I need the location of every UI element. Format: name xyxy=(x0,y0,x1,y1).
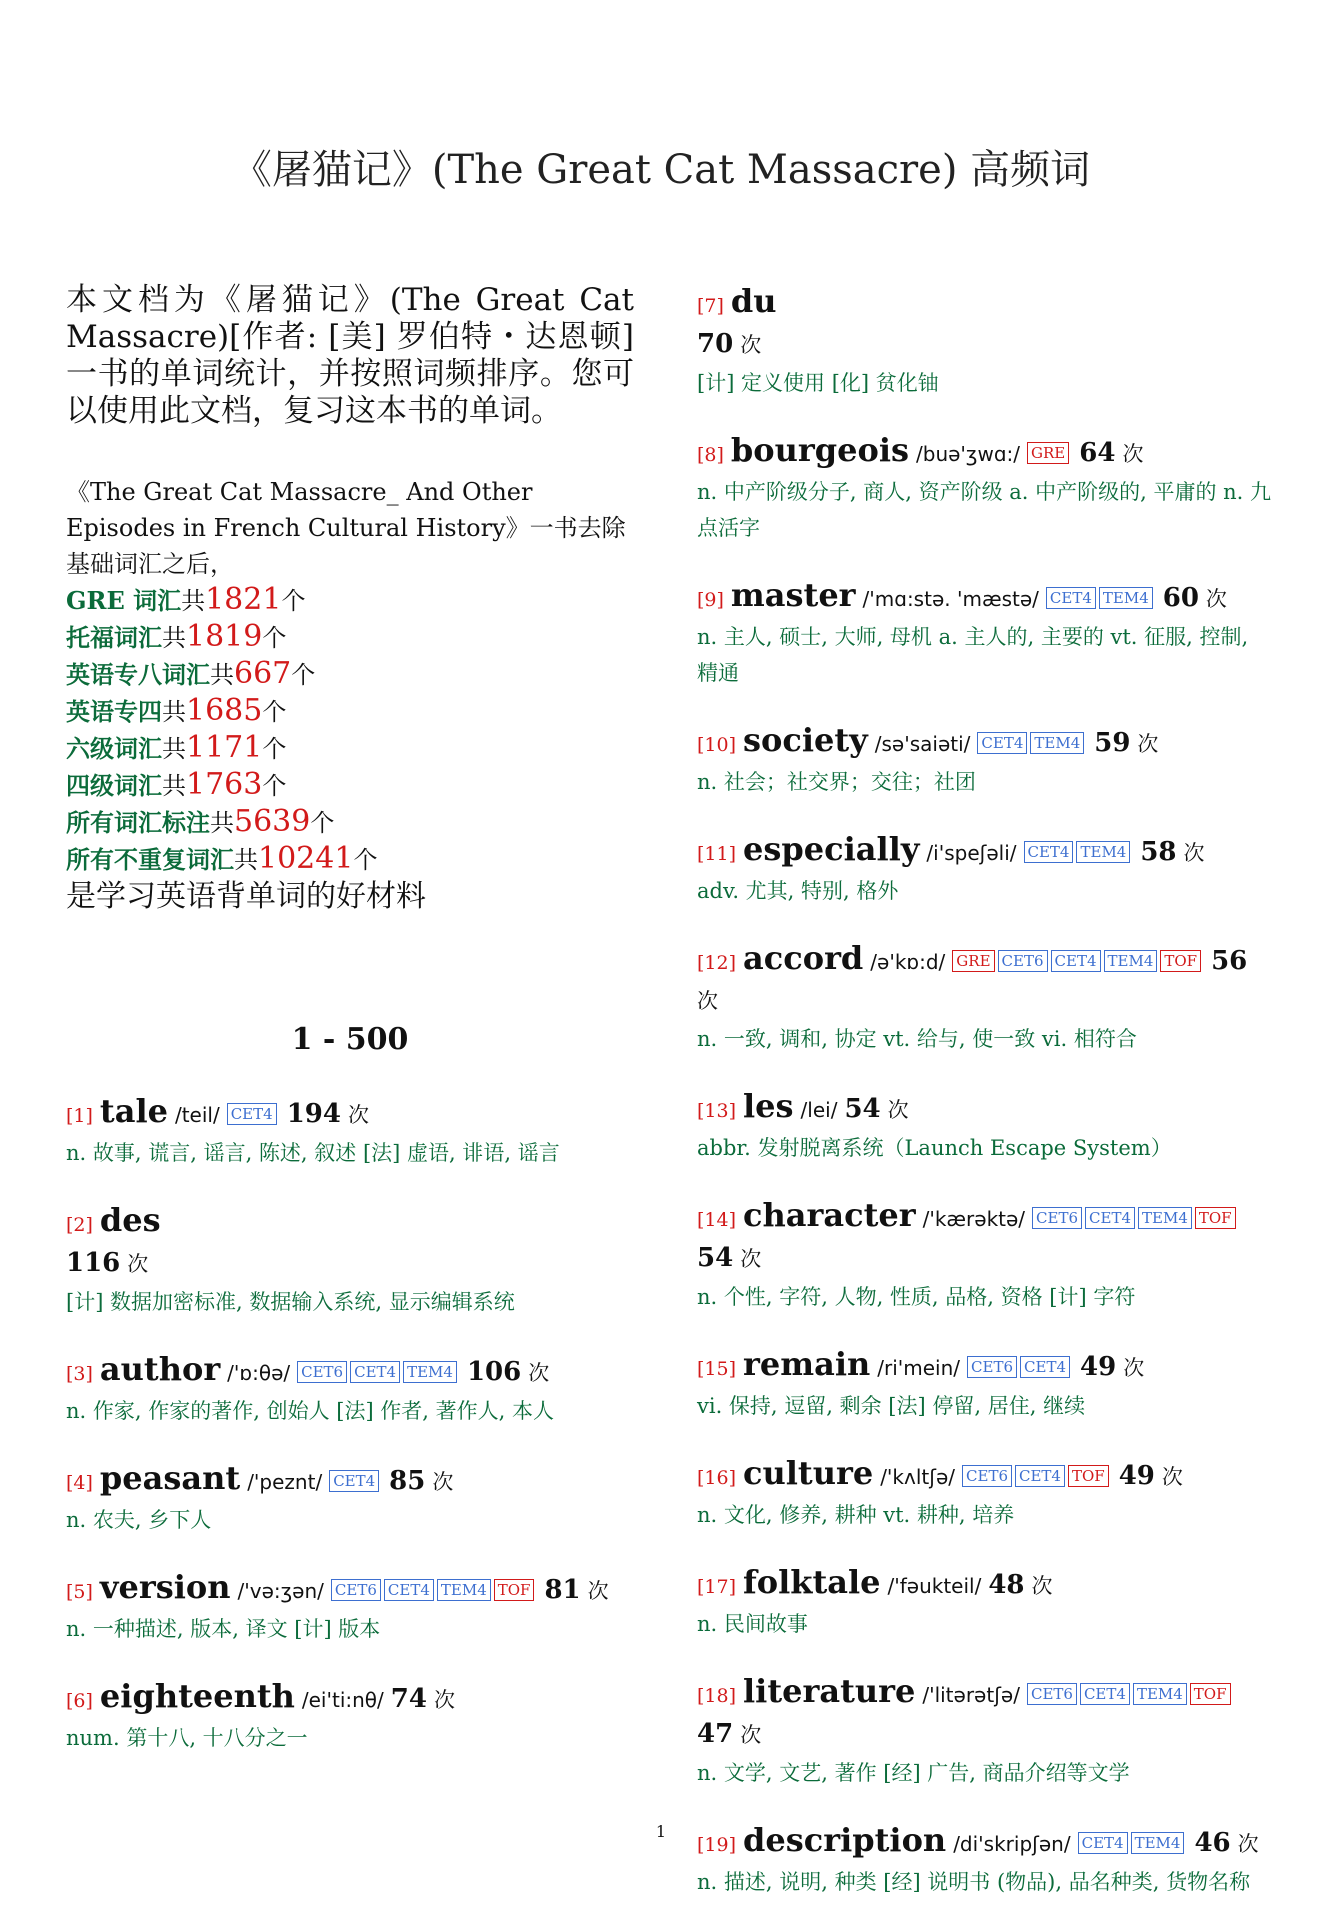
count-suffix: 次 xyxy=(1137,732,1159,756)
entry-head xyxy=(66,1459,634,1502)
entry-count: 64 xyxy=(1079,438,1116,468)
count-suffix: 次 xyxy=(1161,1465,1183,1489)
level-tag: TEM4 xyxy=(1104,950,1158,972)
entry-head xyxy=(66,1201,634,1284)
entry-word: les xyxy=(743,1087,794,1125)
level-tag: TEM4 xyxy=(437,1579,491,1601)
entry-count: 85 xyxy=(389,1466,426,1496)
word-entry xyxy=(697,576,1272,691)
entry-word: description xyxy=(743,1821,947,1859)
stat-value: 1821 xyxy=(205,582,282,617)
entry-phonetic: /'litərətʃə/ xyxy=(922,1683,1020,1707)
stat-mid: 共 xyxy=(210,809,234,837)
entry-phonetic: /buə'ʒwɑ:/ xyxy=(916,442,1021,466)
entry-definition: adv. 尤其, 特别, 格外 xyxy=(697,879,899,903)
entry-count: 74 xyxy=(390,1684,427,1714)
stat-unit: 个 xyxy=(281,587,306,615)
count-suffix: 次 xyxy=(740,1247,762,1271)
entry-index: [5] xyxy=(66,1581,93,1603)
entry-count: 194 xyxy=(286,1099,341,1129)
entry-count: 47 xyxy=(697,1719,734,1749)
count-suffix: 次 xyxy=(1183,841,1205,865)
count-suffix: 次 xyxy=(1205,587,1227,611)
level-tag: CET4 xyxy=(350,1361,400,1383)
entry-phonetic: /ei'ti:nθ/ xyxy=(301,1688,384,1712)
word-entry xyxy=(66,1092,634,1171)
entry-index: [9] xyxy=(697,589,724,611)
stat-row xyxy=(66,693,634,730)
word-entry xyxy=(66,1459,634,1538)
entry-count: 56 xyxy=(1211,946,1248,976)
entry-head xyxy=(697,1196,1272,1279)
left-column xyxy=(66,282,634,1786)
stat-label: 英语专四 xyxy=(66,697,162,726)
level-tag: TEM4 xyxy=(1030,732,1084,754)
entry-definition: n. 社会；社交界；交往；社团 xyxy=(697,770,976,794)
word-entry xyxy=(697,1563,1272,1642)
stat-unit: 个 xyxy=(353,846,378,874)
entry-index: [1] xyxy=(66,1105,93,1127)
level-tag: CET4 xyxy=(1024,841,1074,863)
entry-word: du xyxy=(730,282,777,320)
level-tag: CET4 xyxy=(227,1103,277,1125)
stat-row xyxy=(66,582,634,619)
entry-phonetic: /lei/ xyxy=(800,1098,838,1122)
stat-label: 所有词汇标注 xyxy=(66,808,210,837)
entry-phonetic: /'kærəktə/ xyxy=(922,1207,1026,1231)
stat-mid: 共 xyxy=(162,624,186,652)
stat-value: 1171 xyxy=(186,730,263,765)
entry-index: [3] xyxy=(66,1363,93,1385)
entry-count: 60 xyxy=(1162,583,1199,613)
stat-unit: 个 xyxy=(262,698,287,726)
level-tag: CET4 xyxy=(1020,1356,1070,1378)
entry-word: bourgeois xyxy=(730,431,910,469)
entry-definition: abbr. 发射脱离系统（Launch Escape System） xyxy=(697,1136,1172,1160)
level-tag: CET4 xyxy=(1080,1683,1130,1705)
page-number: 1 xyxy=(655,1822,667,1841)
entry-count: 46 xyxy=(1194,1828,1231,1858)
entry-index: [4] xyxy=(66,1472,93,1494)
closing-line: 是学习英语背单词的好材料 xyxy=(66,879,426,914)
stat-value: 1819 xyxy=(186,619,263,654)
intro-paragraph: 本文档为《屠猫记》(The Great Cat Massacre)[作者: [美] 罗伯特・达恩顿] 一书的单词统计，并按照词频排序。您可以使用此文档，复习这本书的单词。 xyxy=(66,282,634,429)
entry-definition: vi. 保持, 逗留, 剩余 [法] 停留, 居住, 继续 xyxy=(697,1394,1086,1418)
stat-label: 英语专八词汇 xyxy=(66,660,210,689)
word-entry xyxy=(66,1568,634,1647)
stat-row xyxy=(66,656,634,693)
count-suffix: 次 xyxy=(432,1470,454,1494)
entry-definition: [计] 数据加密标准, 数据输入系统, 显示编辑系统 xyxy=(66,1290,515,1314)
stat-mid: 共 xyxy=(162,698,186,726)
entry-word: peasant xyxy=(99,1459,241,1497)
word-entry xyxy=(697,1196,1272,1315)
stat-row xyxy=(66,767,634,804)
entry-word: eighteenth xyxy=(99,1677,295,1715)
level-tag: TOF xyxy=(1068,1465,1109,1487)
stat-row xyxy=(66,730,634,767)
stats-list xyxy=(66,582,634,878)
level-tag: TEM4 xyxy=(1076,841,1130,863)
range-heading: 1 - 500 xyxy=(291,1022,409,1057)
entry-definition: n. 民间故事 xyxy=(697,1612,808,1636)
entry-word: culture xyxy=(743,1454,874,1492)
word-entry xyxy=(66,1201,634,1320)
word-entry xyxy=(697,1087,1272,1166)
stat-row xyxy=(66,619,634,656)
stat-row xyxy=(66,804,634,841)
entry-index: [7] xyxy=(697,295,724,317)
entry-head xyxy=(697,1345,1272,1388)
entry-phonetic: /'və:ʒən/ xyxy=(237,1579,324,1603)
level-tag: CET4 xyxy=(1046,587,1096,609)
stat-label: 托福词汇 xyxy=(66,623,162,652)
entry-word: society xyxy=(743,721,868,759)
entry-phonetic: /ri'mein/ xyxy=(877,1356,961,1380)
entry-word: especially xyxy=(743,830,920,868)
entry-index: [12] xyxy=(697,952,737,974)
count-suffix: 次 xyxy=(528,1361,550,1385)
entry-definition: n. 个性, 字符, 人物, 性质, 品格, 资格 [计] 字符 xyxy=(697,1285,1136,1309)
entry-count: 49 xyxy=(1080,1352,1117,1382)
stat-label: 所有不重复词汇 xyxy=(66,845,234,874)
entry-count: 59 xyxy=(1094,728,1131,758)
level-tag: CET4 xyxy=(1085,1207,1135,1229)
entry-count: 106 xyxy=(466,1357,522,1387)
stat-label: 四级词汇 xyxy=(66,771,162,800)
entry-head xyxy=(697,721,1272,764)
entry-index: [13] xyxy=(697,1100,737,1122)
stat-unit: 个 xyxy=(310,809,335,837)
level-tag: CET4 xyxy=(1015,1465,1065,1487)
entry-count: 116 xyxy=(66,1248,121,1278)
entry-word: accord xyxy=(743,939,864,977)
stat-mid: 共 xyxy=(162,735,186,763)
stat-label: GRE 词汇 xyxy=(66,586,182,615)
entry-count: 54 xyxy=(697,1243,734,1273)
page-title: 《屠猫记》(The Great Cat Massacre) 高频词 xyxy=(231,147,1091,193)
level-tag: TEM4 xyxy=(403,1361,457,1383)
word-entry xyxy=(697,721,1272,800)
intro-secondary: 《The Great Cat Massacre_ And Other Episodes in French Cultural History》一书去除基础词汇之后， xyxy=(66,478,626,578)
count-suffix: 次 xyxy=(127,1252,149,1276)
word-entry xyxy=(66,1350,634,1429)
stat-value: 10241 xyxy=(258,841,354,876)
entry-head xyxy=(697,939,1272,1021)
level-tag: TEM4 xyxy=(1138,1207,1192,1229)
entry-head xyxy=(697,1563,1272,1606)
entry-index: [18] xyxy=(697,1685,737,1707)
level-tag: CET4 xyxy=(977,732,1027,754)
entry-phonetic: /teil/ xyxy=(174,1103,220,1127)
word-entry xyxy=(697,431,1272,546)
stat-unit: 个 xyxy=(262,772,287,800)
entry-word: literature xyxy=(743,1672,916,1710)
stat-unit: 个 xyxy=(291,661,316,689)
stat-mid: 共 xyxy=(210,661,234,689)
entry-phonetic: /di'skripʃən/ xyxy=(953,1832,1071,1856)
entry-word: remain xyxy=(743,1345,871,1383)
entry-count: 49 xyxy=(1118,1461,1155,1491)
entry-definition: n. 中产阶级分子, 商人, 资产阶级 a. 中产阶级的, 平庸的 n. 九点活字 xyxy=(697,480,1272,540)
stat-mid: 共 xyxy=(162,772,186,800)
stat-row xyxy=(66,841,634,878)
entry-index: [15] xyxy=(697,1358,737,1380)
count-suffix: 次 xyxy=(1237,1832,1259,1856)
word-entry xyxy=(697,1454,1272,1533)
level-tag: CET6 xyxy=(1032,1207,1082,1229)
count-suffix: 次 xyxy=(887,1098,909,1122)
stat-value: 1685 xyxy=(186,693,263,728)
count-suffix: 次 xyxy=(740,1723,762,1747)
word-entry xyxy=(697,1345,1272,1424)
entry-word: character xyxy=(743,1196,916,1234)
entry-definition: n. 农夫, 乡下人 xyxy=(66,1508,212,1532)
count-suffix: 次 xyxy=(697,989,718,1013)
level-tag: TOF xyxy=(1190,1683,1231,1705)
entry-index: [11] xyxy=(697,843,737,865)
entry-count: 48 xyxy=(988,1570,1025,1600)
level-tag: CET4 xyxy=(384,1579,434,1601)
word-entry xyxy=(697,939,1272,1057)
entry-definition: n. 一种描述, 版本, 译文 [计] 版本 xyxy=(66,1617,381,1641)
entry-index: [8] xyxy=(697,444,724,466)
right-column xyxy=(697,282,1272,1930)
entry-count: 70 xyxy=(697,329,734,359)
entry-definition: n. 故事, 谎言, 谣言, 陈述, 叙述 [法] 虚语, 诽语, 谣言 xyxy=(66,1141,560,1165)
level-tag: CET4 xyxy=(1051,950,1101,972)
entry-definition: n. 描述, 说明, 种类 [经] 说明书 (物品), 品名种类, 货物名称 xyxy=(697,1870,1251,1894)
entry-head xyxy=(697,830,1272,873)
count-suffix: 次 xyxy=(1122,442,1144,466)
entry-index: [17] xyxy=(697,1576,737,1598)
entry-phonetic: /'fəukteil/ xyxy=(887,1574,982,1598)
entry-index: [14] xyxy=(697,1209,737,1231)
count-suffix: 次 xyxy=(433,1688,455,1712)
entry-head xyxy=(66,1092,634,1135)
level-tag: GRE xyxy=(1027,442,1069,464)
entry-word: version xyxy=(99,1568,231,1606)
entry-index: [19] xyxy=(697,1834,737,1856)
word-entry xyxy=(66,1677,634,1756)
entry-word: des xyxy=(99,1201,161,1239)
level-tag: TEM4 xyxy=(1099,587,1153,609)
entry-definition: n. 一致, 调和, 协定 vt. 给与, 使一致 vi. 相符合 xyxy=(697,1027,1137,1051)
stat-value: 1763 xyxy=(186,767,263,802)
entry-word: master xyxy=(730,576,856,614)
entry-head xyxy=(66,1677,634,1720)
level-tag: CET6 xyxy=(297,1361,347,1383)
entry-definition: n. 文化, 修养, 耕种 vt. 耕种, 培养 xyxy=(697,1503,1015,1527)
entry-phonetic: /i'speʃəli/ xyxy=(926,841,1017,865)
level-tag: CET6 xyxy=(962,1465,1012,1487)
level-tag: CET4 xyxy=(1078,1832,1128,1854)
word-entry xyxy=(697,1672,1272,1791)
stat-unit: 个 xyxy=(262,735,287,763)
entry-definition: n. 作家, 作家的著作, 创始人 [法] 作者, 著作人, 本人 xyxy=(66,1399,555,1423)
entry-definition: n. 文学, 文艺, 著作 [经] 广告, 商品介绍等文学 xyxy=(697,1761,1130,1785)
entry-count: 58 xyxy=(1140,837,1177,867)
entry-head xyxy=(66,1350,634,1393)
word-entry xyxy=(697,830,1272,909)
level-tag: TEM4 xyxy=(1133,1683,1187,1705)
level-tag: GRE xyxy=(952,950,994,972)
count-suffix: 次 xyxy=(740,333,762,357)
entry-head xyxy=(697,1672,1272,1755)
entry-head xyxy=(697,431,1272,474)
entry-head xyxy=(697,1454,1272,1497)
stat-value: 5639 xyxy=(234,804,311,839)
count-suffix: 次 xyxy=(347,1103,369,1127)
level-tag: TOF xyxy=(1195,1207,1236,1229)
level-tag: CET4 xyxy=(329,1470,379,1492)
entry-word: tale xyxy=(99,1092,168,1130)
entry-phonetic: /'peznt/ xyxy=(247,1470,323,1494)
entry-index: [10] xyxy=(697,734,737,756)
count-suffix: 次 xyxy=(1031,1574,1053,1598)
entry-index: [2] xyxy=(66,1214,93,1236)
entry-index: [6] xyxy=(66,1690,93,1712)
entry-count: 81 xyxy=(544,1575,581,1605)
level-tag: CET6 xyxy=(998,950,1048,972)
entry-head xyxy=(66,1568,634,1611)
entry-phonetic: /ə'kɒ:d/ xyxy=(870,950,946,974)
left-entry-list xyxy=(66,1092,634,1756)
entry-definition: n. 主人, 硕士, 大师, 母机 a. 主人的, 主要的 vt. 征服, 控制, 精通 xyxy=(697,625,1249,685)
entry-count: 54 xyxy=(844,1094,881,1124)
entry-head xyxy=(697,576,1272,619)
word-entry xyxy=(697,282,1272,401)
level-tag: CET6 xyxy=(331,1579,381,1601)
right-entry-list xyxy=(697,282,1272,1900)
entry-word: author xyxy=(99,1350,221,1388)
level-tag: TOF xyxy=(494,1579,535,1601)
entry-head xyxy=(697,1087,1272,1130)
level-tag: TOF xyxy=(1160,950,1201,972)
entry-phonetic: /sə'saiəti/ xyxy=(874,732,971,756)
entry-phonetic: /'mɑ:stə. 'mæstə/ xyxy=(862,587,1039,611)
entry-word: folktale xyxy=(743,1563,881,1601)
level-tag: CET6 xyxy=(1027,1683,1077,1705)
entry-definition: [计] 定义使用 [化] 贫化铀 xyxy=(697,371,939,395)
count-suffix: 次 xyxy=(587,1579,609,1603)
stat-mid: 共 xyxy=(181,587,206,615)
entry-phonetic: /'ɒ:θə/ xyxy=(227,1361,291,1385)
entry-phonetic: /'kʌltʃə/ xyxy=(880,1465,956,1489)
stat-value: 667 xyxy=(234,656,292,691)
entry-definition: num. 第十八, 十八分之一 xyxy=(66,1726,308,1750)
stat-mid: 共 xyxy=(234,846,258,874)
entry-head xyxy=(697,282,1272,365)
stat-label: 六级词汇 xyxy=(66,734,162,763)
entry-index: [16] xyxy=(697,1467,737,1489)
stat-unit: 个 xyxy=(262,624,287,652)
level-tag: CET6 xyxy=(967,1356,1017,1378)
count-suffix: 次 xyxy=(1123,1356,1145,1380)
level-tag: TEM4 xyxy=(1131,1832,1185,1854)
